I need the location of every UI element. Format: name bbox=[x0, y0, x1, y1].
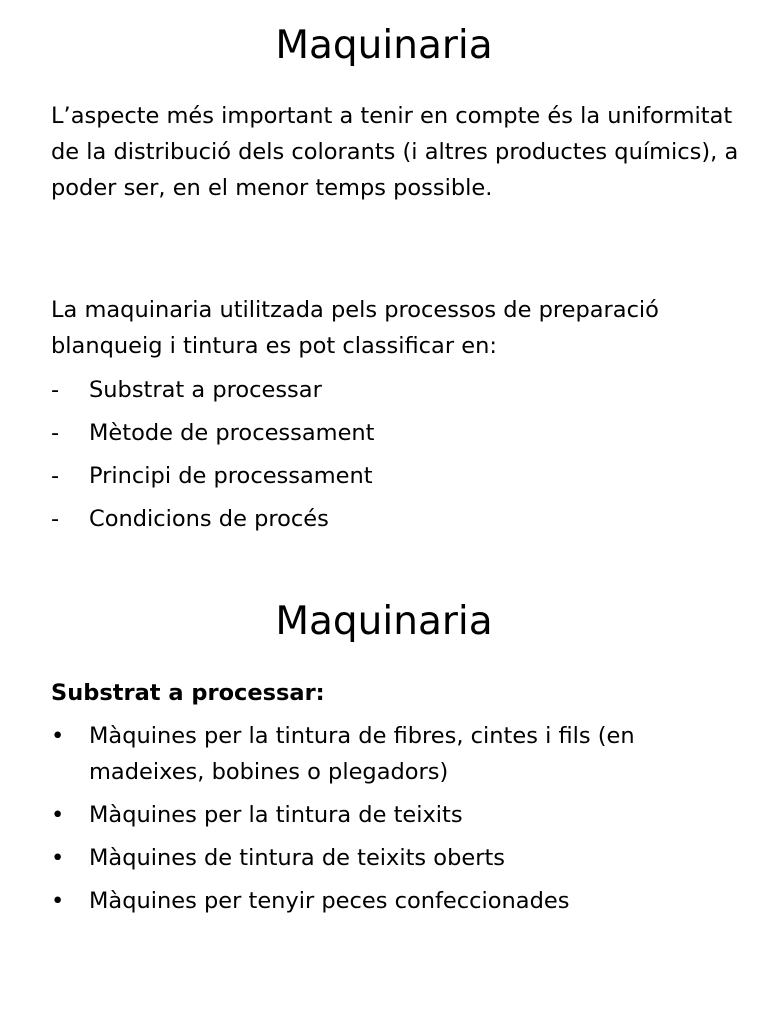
classification-list bbox=[51, 369, 375, 541]
substrate-subheading: Substrat a processar: bbox=[51, 680, 325, 706]
list-item bbox=[51, 718, 731, 790]
list-item bbox=[51, 412, 375, 455]
dash-marker: - bbox=[51, 377, 60, 403]
list-item bbox=[51, 498, 375, 541]
list-item-text: Màquines per la tintura de teixits bbox=[89, 802, 463, 828]
list-item bbox=[51, 797, 731, 833]
list-item bbox=[51, 883, 731, 919]
list-item-text: Màquines de tintura de teixits oberts bbox=[89, 845, 505, 871]
list-item-text: Màquines per la tintura de fibres, cintes i fils (en madeixes, bobines o plegadors) bbox=[89, 723, 635, 785]
list-item-text: Condicions de procés bbox=[89, 506, 329, 532]
list-item bbox=[51, 455, 375, 498]
machine-list bbox=[51, 718, 731, 926]
bullet-marker: • bbox=[51, 723, 65, 749]
slide-2 bbox=[0, 586, 768, 1006]
list-item-text: Substrat a processar bbox=[89, 377, 322, 403]
slide-1-title: Maquinaria bbox=[275, 23, 493, 68]
dash-marker: - bbox=[51, 420, 60, 446]
intro-paragraph: L’aspecte més important a tenir en compte és la uniformitat de la distribució dels colorants (i altres productes químics), a poder ser, en el menor temps possible. bbox=[51, 103, 739, 201]
list-item bbox=[51, 369, 375, 412]
list-item-text: Màquines per tenyir peces confeccionades bbox=[89, 888, 570, 914]
list-item-text: Mètode de processament bbox=[89, 420, 375, 446]
classification-paragraph: La maquinaria utilitzada pels processos de preparació blanqueig i tintura es pot classificar en: bbox=[51, 297, 659, 359]
bullet-marker: • bbox=[51, 888, 65, 914]
bullet-marker: • bbox=[51, 802, 65, 828]
bullet-marker: • bbox=[51, 845, 65, 871]
dash-marker: - bbox=[51, 463, 60, 489]
list-item bbox=[51, 840, 731, 876]
list-item-text: Principi de processament bbox=[89, 463, 373, 489]
dash-marker: - bbox=[51, 506, 60, 532]
slide-2-title: Maquinaria bbox=[275, 599, 493, 644]
